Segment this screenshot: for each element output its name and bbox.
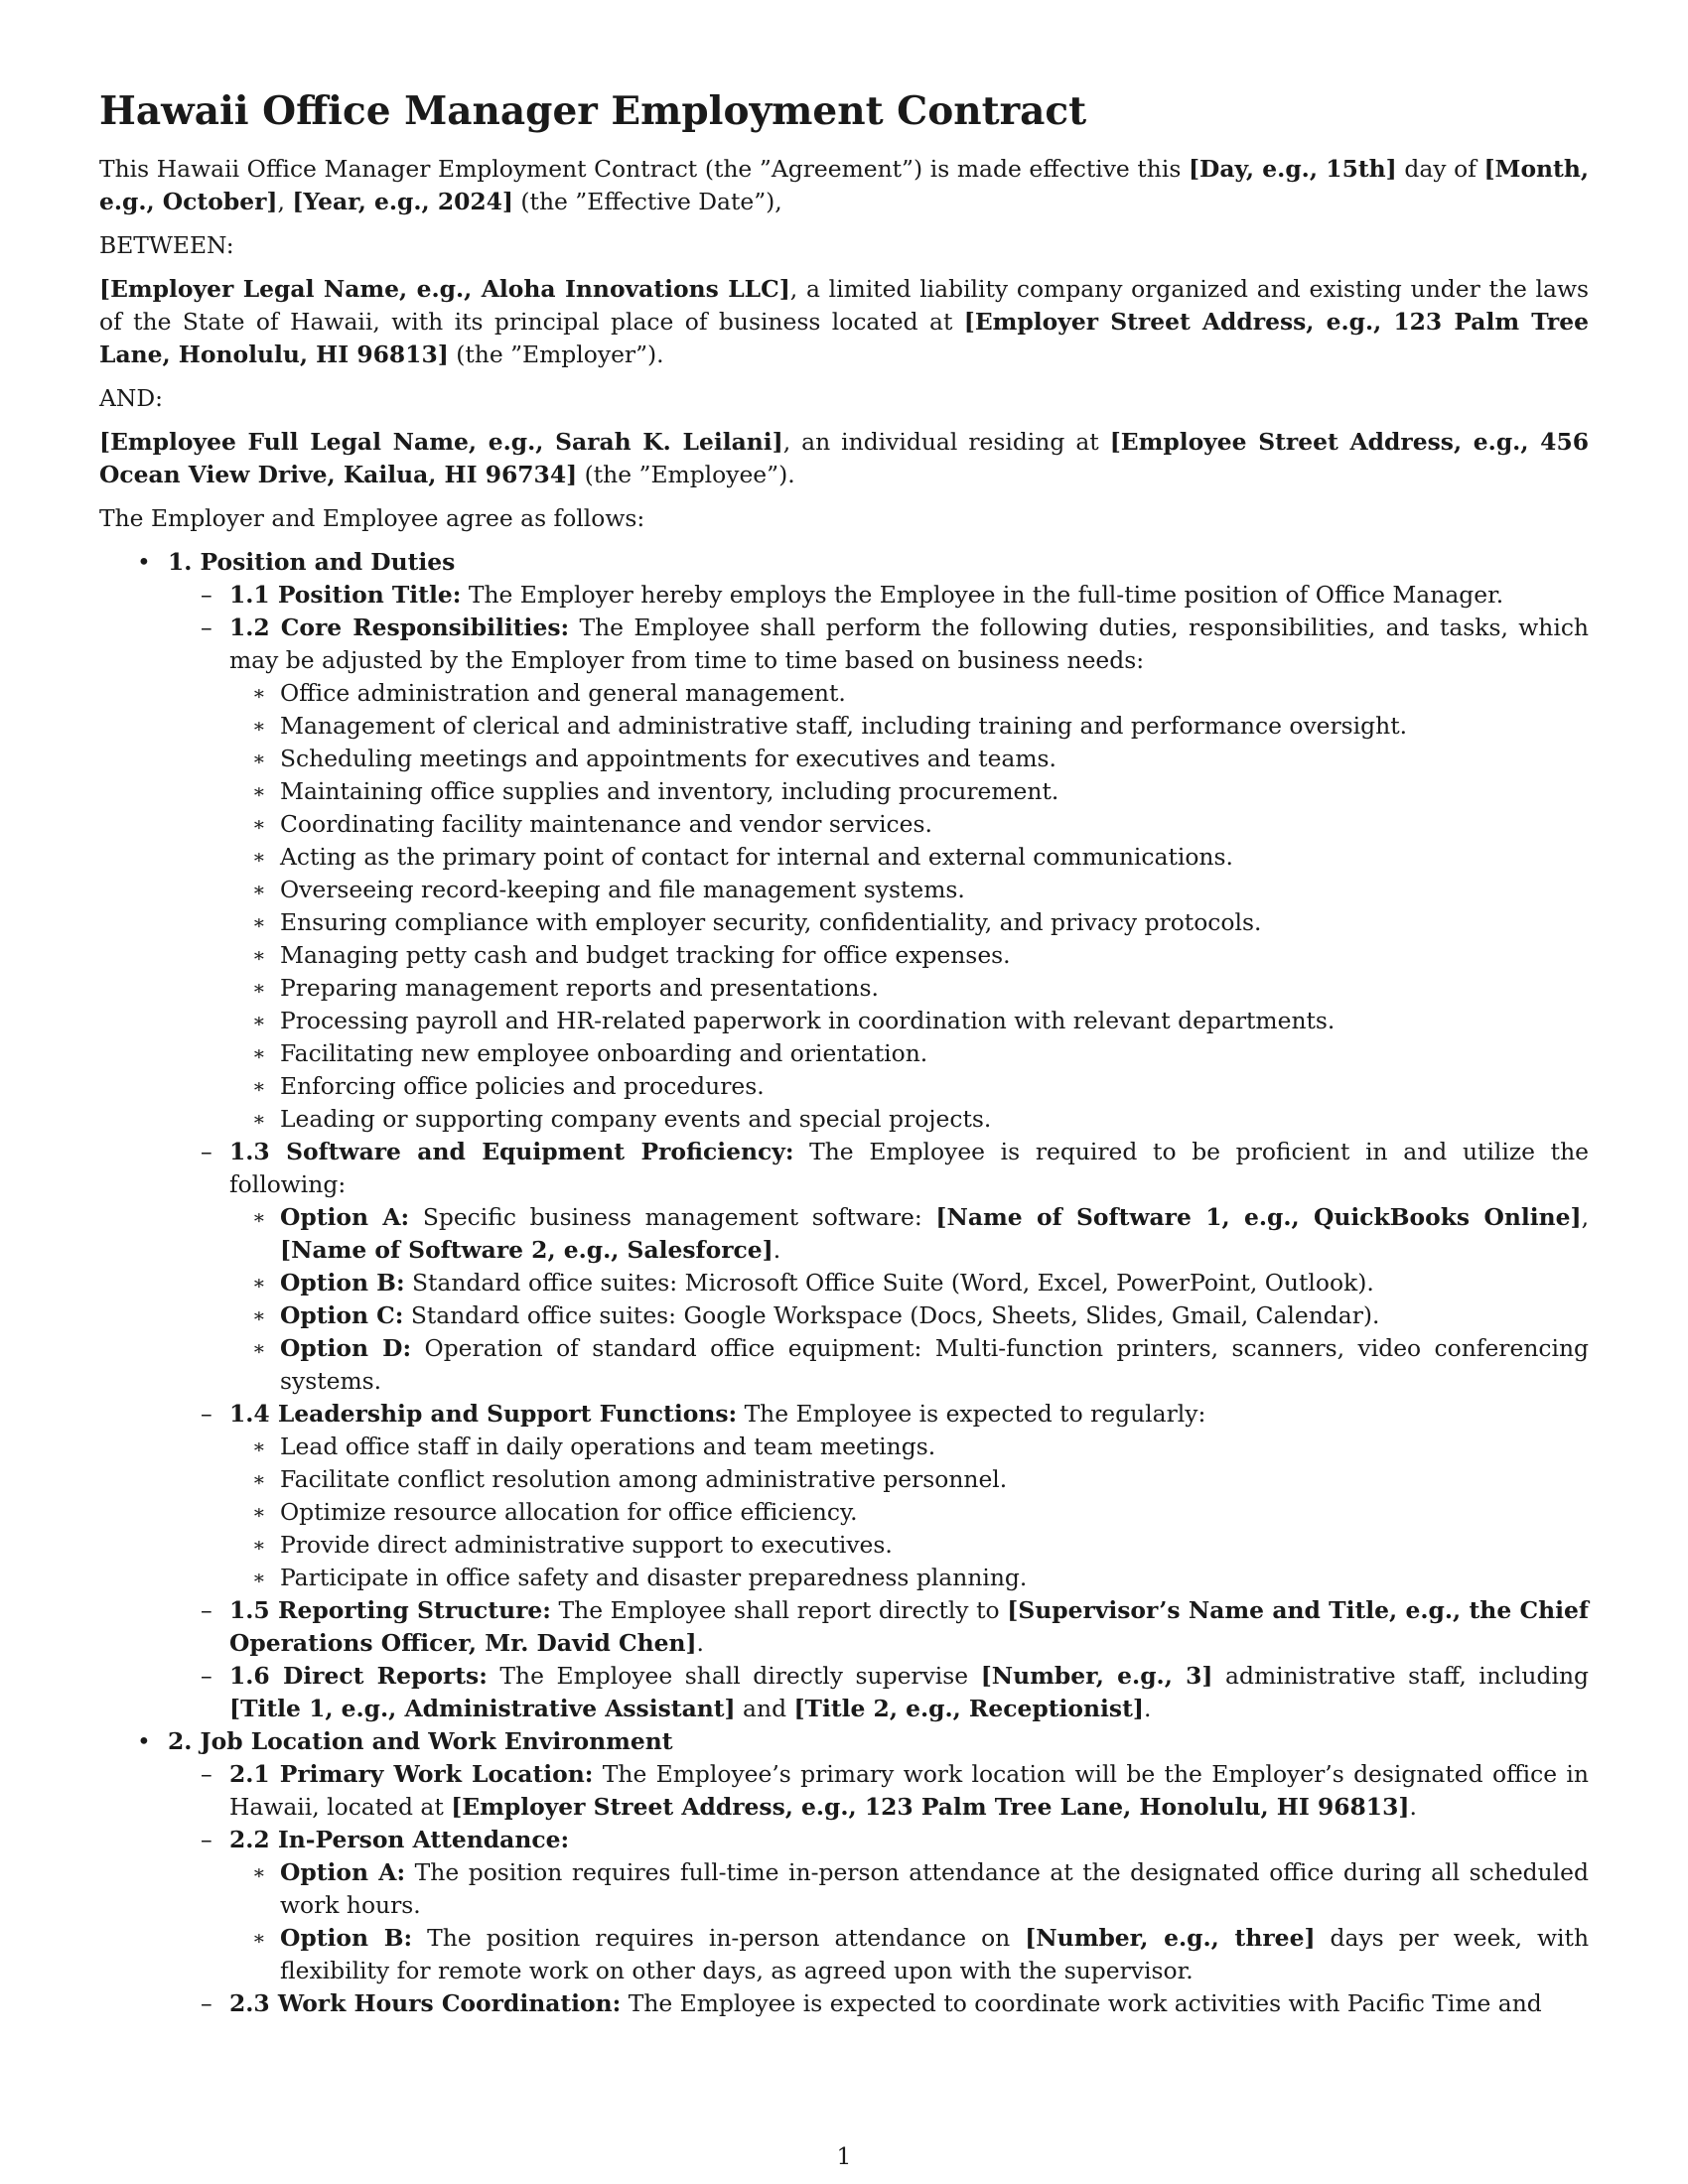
option-text: . [773, 1236, 781, 1264]
option-a [229, 1201, 1589, 1267]
subsection-text: The Employee is expected to regularly: [737, 1400, 1206, 1428]
section-heading: 1. Position and Duties [168, 548, 456, 576]
subsection-1-4 [168, 1398, 1589, 1594]
list-item: ∗ Provide direct administrative support to executives. [229, 1529, 1589, 1562]
option-b [229, 1267, 1589, 1299]
employer-address-placeholder: [Employer Street Address, e.g., 123 Palm Tree Lane, Honolulu, HI 96813] [451, 1793, 1410, 1821]
list-item: ∗ Office administration and general management. [229, 677, 1589, 710]
subsection-1-3 [168, 1136, 1589, 1398]
responsibilities-list [229, 677, 1589, 1136]
subsection-label: 1.1 Position Title: [229, 581, 462, 609]
supervisor-placeholder: [Supervisor’s Name and Title, e.g., the Chief Operations Officer, Mr. David Chen] [229, 1596, 1589, 1657]
employer-name-placeholder: [Employer Legal Name, e.g., Aloha Innovations LLC] [99, 275, 790, 303]
subsection-label: 1.4 Leadership and Support Functions: [229, 1400, 738, 1428]
employee-text: , an individual residing at [782, 428, 1110, 456]
list-item: ∗ Enforcing office policies and procedures. [229, 1070, 1589, 1103]
list-item: ∗ Optimize resource allocation for office efficiency. [229, 1496, 1589, 1529]
subsection-list [168, 579, 1589, 1725]
option-text: The position requires in-person attendance on [412, 1924, 1026, 1952]
subsection-label: 1.2 Core Responsibilities: [229, 614, 570, 641]
list-item: ∗ Acting as the primary point of contact for internal and external communications. [229, 841, 1589, 874]
agree-paragraph: The Employer and Employee agree as follows: [99, 504, 645, 532]
subsection-label: 1.6 Direct Reports: [229, 1662, 488, 1690]
subsection-text: administrative staff, including [1212, 1662, 1589, 1690]
list-item: ∗ Overseeing record-keeping and file management systems. [229, 874, 1589, 906]
subsection-1-2 [168, 612, 1589, 1136]
subsection-text: The Employee shall directly supervise [487, 1662, 981, 1690]
list-item: ∗ Scheduling meetings and appointments for executives and teams. [229, 743, 1589, 775]
leadership-list [229, 1431, 1589, 1594]
option-label: Option D: [280, 1334, 412, 1362]
option-label: Option B: [280, 1924, 413, 1952]
subsection-text: . [696, 1629, 704, 1657]
option-text: Specific business management software: [409, 1203, 936, 1231]
employer-text: (the ”Employer”). [448, 341, 664, 368]
list-item: ∗ Management of clerical and administrative staff, including training and performance oversight. [229, 710, 1589, 743]
employee-text: (the ”Employee”). [577, 461, 795, 488]
section-1 [99, 546, 1589, 1725]
sections-list [99, 546, 1589, 2020]
subsection-1-6 [168, 1660, 1589, 1725]
subsection-label: 2.3 Work Hours Coordination: [229, 1989, 622, 2017]
page-title: Hawaii Office Manager Employment Contract [99, 88, 1087, 134]
option-text: Standard office suites: Microsoft Office Suite (Word, Excel, PowerPoint, Outlook). [404, 1269, 1374, 1297]
list-item: ∗ Participate in office safety and disaster preparedness planning. [229, 1562, 1589, 1594]
subsection-text: The Employee is expected to coordinate work activities with Pacific Time and [621, 1989, 1542, 2017]
subsection-label: 2.1 Primary Work Location: [229, 1760, 594, 1788]
month-placeholder: [Month, e.g., October] [99, 155, 1590, 215]
employee-paragraph [99, 426, 1589, 491]
subsection-2-2 [168, 1824, 1589, 1987]
number-placeholder: [Number, e.g., 3] [980, 1662, 1213, 1690]
days-number-placeholder: [Number, e.g., three] [1025, 1924, 1316, 1952]
list-item: ∗ Facilitating new employee onboarding and orientation. [229, 1037, 1589, 1070]
section-2 [99, 1725, 1589, 2020]
subsection-text: The Employee is required to be proficient in and utilize the following: [229, 1138, 1589, 1198]
software-2-placeholder: [Name of Software 2, e.g., Salesforce] [280, 1236, 774, 1264]
option-text: days per week, with flexibility for remote work on other days, as agreed upon with the supervisor. [280, 1924, 1590, 1984]
title-2-placeholder: [Title 2, e.g., Receptionist] [793, 1695, 1144, 1722]
subsection-text: . [1143, 1695, 1152, 1722]
list-item: ∗ Ensuring compliance with employer security, confidentiality, and privacy protocols. [229, 906, 1589, 939]
employer-paragraph [99, 273, 1589, 371]
subsection-text: . [1409, 1793, 1417, 1821]
subsection-text: The Employee’s primary work location will be the Employer’s designated office in Hawaii, located at [229, 1760, 1589, 1821]
list-item: ∗ Managing petty cash and budget tracking for office expenses. [229, 939, 1589, 972]
day-placeholder: [Day, e.g., 15th] [1188, 155, 1397, 183]
list-item: ∗ Lead office staff in daily operations and team meetings. [229, 1431, 1589, 1463]
list-item: ∗ Leading or supporting company events and special projects. [229, 1103, 1589, 1136]
contract-page [99, 87, 1589, 2020]
subsection-2-3 [168, 1987, 1589, 2020]
option-label: Option B: [280, 1269, 405, 1297]
option-label: Option A: [280, 1203, 410, 1231]
intro-paragraph [99, 153, 1589, 218]
employer-address-placeholder: [Employer Street Address, e.g., 123 Palm Tree Lane, Honolulu, HI 96813] [99, 308, 1589, 368]
attendance-options-list [229, 1856, 1589, 1987]
software-options-list [229, 1201, 1589, 1398]
subsection-label: 2.2 In-Person Attendance: [229, 1826, 570, 1853]
subsection-label: 1.3 Software and Equipment Proficiency: [229, 1138, 794, 1165]
option-text: The position requires full-time in-person attendance at the designated office during all scheduled work hours. [280, 1858, 1589, 1919]
subsection-2-1 [168, 1758, 1589, 1824]
intro-text: , [277, 188, 293, 215]
option-text: Standard office suites: Google Workspace (Docs, Sheets, Slides, Gmail, Calendar). [403, 1301, 1380, 1329]
year-placeholder: [Year, e.g., 2024] [292, 188, 513, 215]
option-b [229, 1922, 1589, 1987]
option-text: , [1581, 1203, 1589, 1231]
list-item: ∗ Processing payroll and HR-related paperwork in coordination with relevant departments. [229, 1005, 1589, 1037]
option-label: Option A: [280, 1858, 406, 1886]
section-heading: 2. Job Location and Work Environment [168, 1727, 673, 1755]
subsection-1-5 [168, 1594, 1589, 1660]
subsection-text: and [735, 1695, 794, 1722]
intro-text: This Hawaii Office Manager Employment Contract (the ”Agreement”) is made effective this [99, 155, 1189, 183]
subsection-text: The Employer hereby employs the Employee in the full-time position of Office Manager. [461, 581, 1504, 609]
intro-text: (the ”Effective Date”), [513, 188, 782, 215]
subsection-label: 1.5 Reporting Structure: [229, 1596, 551, 1624]
employee-name-placeholder: [Employee Full Legal Name, e.g., Sarah K. Leilani] [99, 428, 783, 456]
and-label: AND: [99, 384, 163, 412]
option-a [229, 1856, 1589, 1922]
subsection-text: The Employee shall report directly to [550, 1596, 1008, 1624]
intro-text: day of [1396, 155, 1484, 183]
option-c [229, 1299, 1589, 1332]
title-1-placeholder: [Title 1, e.g., Administrative Assistant] [229, 1695, 736, 1722]
subsection-text: The Employee shall perform the following duties, responsibilities, and tasks, which may be adjusted by the Employer from time to time based on business needs: [229, 614, 1589, 674]
option-text: Operation of standard office equipment: Multi-function printers, scanners, video conferencing systems. [280, 1334, 1590, 1395]
software-1-placeholder: [Name of Software 1, e.g., QuickBooks Online] [935, 1203, 1582, 1231]
option-d [229, 1332, 1589, 1398]
between-label: BETWEEN: [99, 231, 234, 259]
subsection-1-1 [168, 579, 1589, 612]
subsection-list [168, 1758, 1589, 2020]
page-number: 1 [836, 2142, 852, 2170]
employee-address-placeholder: [Employee Street Address, e.g., 456 Ocean View Drive, Kailua, HI 96734] [99, 428, 1589, 488]
employer-text: , a limited liability company organized and existing under the laws of the State of Hawaii, with its principal place of business located at [99, 275, 1589, 336]
option-label: Option C: [280, 1301, 404, 1329]
list-item: ∗ Facilitate conflict resolution among administrative personnel. [229, 1463, 1589, 1496]
list-item: ∗ Preparing management reports and presentations. [229, 972, 1589, 1005]
list-item: ∗ Coordinating facility maintenance and vendor services. [229, 808, 1589, 841]
list-item: ∗ Maintaining office supplies and inventory, including procurement. [229, 775, 1589, 808]
